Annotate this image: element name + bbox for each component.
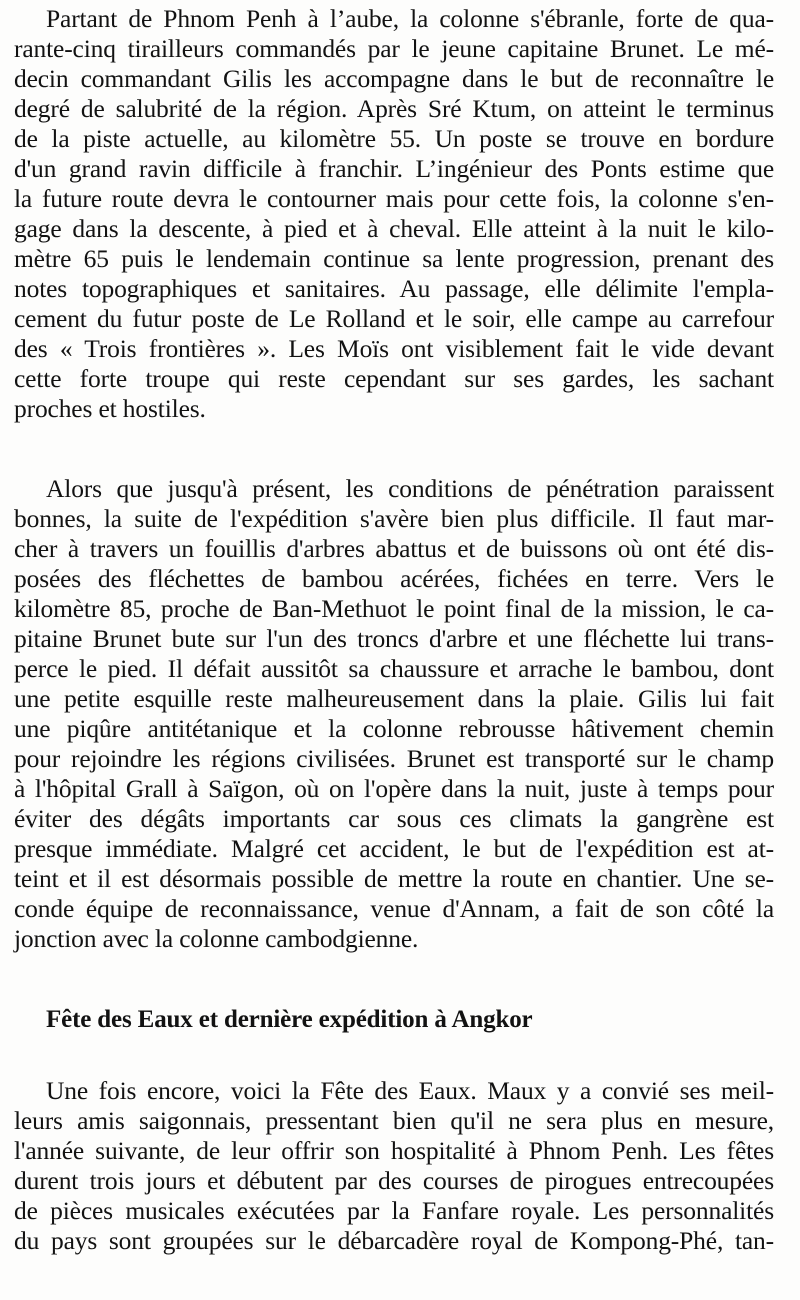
section-heading: Fête des Eaux et dernière expédition à Angkor: [46, 1006, 533, 1033]
text-line: Alors que jusqu'à présent, les conditions de pénétration paraissent: [46, 474, 774, 503]
text-line: proches et hostiles.: [14, 394, 206, 423]
text-line: de la piste actuelle, au kilomètre 55. Un poste se trouve en bordure: [14, 124, 774, 153]
text-line: bonnes, la suite de l'expédition s'avère bien plus difficile. Il faut mar-: [14, 504, 774, 533]
text-line: decin commandant Gilis les accompagne dans le but de reconnaître le: [14, 64, 774, 93]
text-line: du pays sont groupées sur le débarcadère royal de Kompong-Phé, tan-: [14, 1226, 774, 1255]
text-line: presque immédiate. Malgré cet accident, le but de l'expédition est at-: [14, 834, 774, 863]
text-line: éviter des dégâts importants car sous ces climats la gangrène est: [14, 804, 774, 833]
text-line: l'année suivante, de leur offrir son hospitalité à Phnom Penh. Les fêtes: [14, 1136, 774, 1165]
text-line: gage dans la descente, à pied et à cheval. Elle atteint à la nuit le kilo-: [14, 214, 774, 243]
text-line: la future route devra le contourner mais pour cette fois, la colonne s'en-: [14, 184, 774, 213]
text-line: cette forte troupe qui reste cependant sur ses gardes, les sachant: [14, 364, 774, 393]
text-line: cement du futur poste de Le Rolland et le soir, elle campe au carrefour: [14, 304, 774, 333]
text-line: une petite esquille reste malheureusement dans la plaie. Gilis lui fait: [14, 684, 774, 713]
text-line: degré de salubrité de la région. Après Sré Ktum, on atteint le terminus: [14, 94, 774, 123]
text-line: pour rejoindre les régions civilisées. Brunet est transporté sur le champ: [14, 744, 774, 773]
text-line: durent trois jours et débutent par des courses de pirogues entrecoupées: [14, 1166, 774, 1195]
text-line: mètre 65 puis le lendemain continue sa lente progression, prenant des: [14, 244, 774, 273]
text-line: jonction avec la colonne cambodgienne.: [14, 924, 419, 953]
text-line: leurs amis saigonnais, pressentant bien qu'il ne sera plus en mesure,: [14, 1106, 774, 1135]
text-line: notes topographiques et sanitaires. Au passage, elle délimite l'empla-: [14, 274, 774, 303]
text-line: à l'hôpital Grall à Saïgon, où on l'opère dans la nuit, juste à temps pour: [14, 774, 774, 803]
text-line: d'un grand ravin difficile à franchir. L’ingénieur des Ponts estime que: [14, 154, 774, 183]
text-line: de pièces musicales exécutées par la Fanfare royale. Les personnalités: [14, 1196, 774, 1225]
text-line: perce le pied. Il défait aussitôt sa chaussure et arrache le bambou, dont: [14, 654, 774, 683]
text-line: teint et il est désormais possible de mettre la route en chantier. Une se-: [14, 864, 774, 893]
text-line: Partant de Phnom Penh à l’aube, la colonne s'ébranle, forte de qua-: [46, 4, 774, 33]
text-line: cher à travers un fouillis d'arbres abattus et de buissons où ont été dis-: [14, 534, 774, 563]
text-line: pitaine Brunet bute sur l'un des troncs d'arbre et une fléchette lui trans-: [14, 624, 774, 653]
text-line: posées des fléchettes de bambou acérées, fichées en terre. Vers le: [14, 564, 774, 593]
text-line: rante-cinq tirailleurs commandés par le jeune capitaine Brunet. Le mé-: [14, 34, 774, 63]
text-line: conde équipe de reconnaissance, venue d'Annam, a fait de son côté la: [14, 894, 774, 923]
text-line: kilomètre 85, proche de Ban-Methuot le point final de la mission, le ca-: [14, 594, 774, 623]
text-line: des « Trois frontières ». Les Moïs ont visiblement fait le vide devant: [14, 334, 774, 363]
text-line: Une fois encore, voici la Fête des Eaux. Maux y a convié ses meil-: [46, 1076, 774, 1105]
text-line: une piqûre antitétanique et la colonne rebrousse hâtivement chemin: [14, 714, 774, 743]
